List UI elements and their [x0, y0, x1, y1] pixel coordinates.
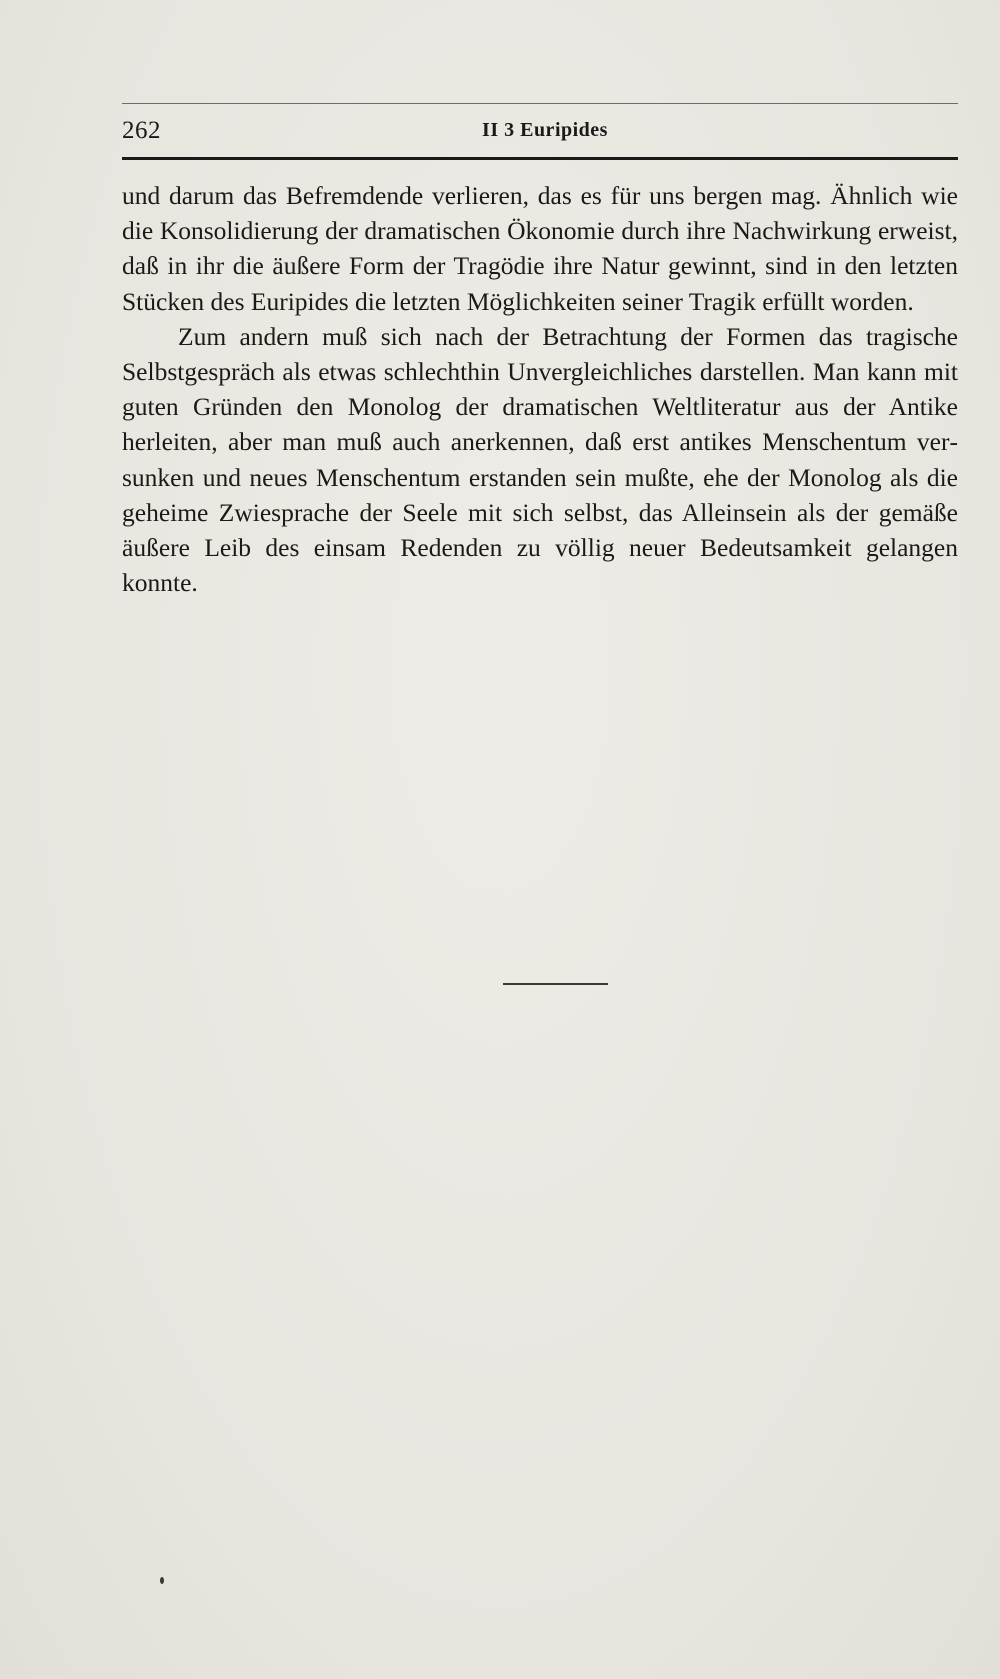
page-number: 262 — [122, 117, 161, 144]
paragraph: und darum das Befremdende verlieren, das es für uns bergen mag. Ähnlich wie die Konsolidierung der dramatischen Ökonomie durch ihre Nachwirkung erweist, daß in ihr die äußere Form der Tragödie ihre Natur gewinnt, sind in den letzten Stücken des Euripides die letzten Möglichkeiten seiner Tragik erfüllt worden. — [122, 181, 958, 316]
body-text — [122, 178, 958, 600]
paragraph: Zum andern muß sich nach der Betrachtung der Formen das tragische Selbstgespräch als etwas schlechthin Unvergleichliches darstellen. Man kann mit guten Gründen den Monolog der dramatischen Weltliteratur aus der Antike herleiten, aber man muß auch anerkennen, daß erst antikes Menschentum versunken und neues Menschentum erstanden sein mußte, ehe der Monolog als die geheime Zwiesprache der Seele mit sich selbst, das Alleinsein als der gemäße äußere Leib des einsam Redenden zu völlig neuer Bedeutsamkeit gelangen konnte. — [122, 321, 958, 598]
header-rule — [122, 157, 958, 160]
section-end-rule — [503, 983, 608, 985]
running-title: II 3 Euripides — [482, 119, 608, 141]
ink-speck — [160, 1577, 164, 1584]
running-head — [122, 112, 958, 152]
header-top-rule — [122, 103, 958, 104]
